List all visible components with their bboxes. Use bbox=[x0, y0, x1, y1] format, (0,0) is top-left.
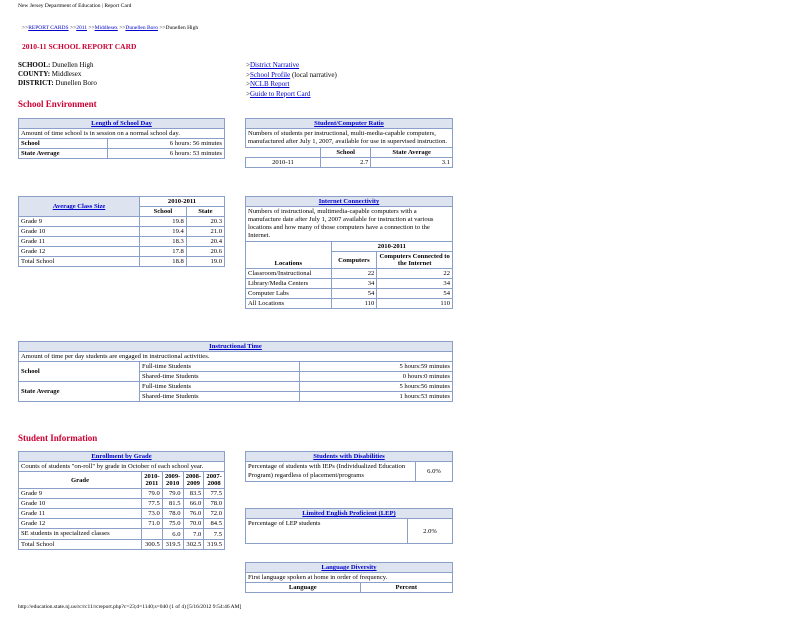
language-table bbox=[245, 562, 453, 593]
cell: 54 bbox=[331, 289, 377, 299]
cell: 22 bbox=[331, 269, 377, 279]
enrollment-desc: Counts of students "on-roll" by grade in October of each school year. bbox=[19, 462, 225, 472]
cell: 19.8 bbox=[140, 217, 187, 227]
breadcrumb-prefix: >> bbox=[22, 25, 29, 31]
class-size-title[interactable]: Average Class Size bbox=[52, 203, 106, 210]
page-header: New Jersey Department of Education | Report Card bbox=[18, 3, 132, 9]
ratio-col-school: School bbox=[321, 148, 371, 158]
ratio-desc: Numbers of students per instructional, multi-media-capable computers, manufactured after July 1, 2007, available for use in supervised instruction. bbox=[246, 129, 453, 148]
school-label: SCHOOL: bbox=[18, 61, 51, 69]
county-label: COUNTY: bbox=[18, 70, 51, 78]
cell: 34 bbox=[331, 279, 377, 289]
cell: 77.5 bbox=[142, 499, 163, 509]
cell: 20.4 bbox=[186, 237, 224, 247]
cell: 79.0 bbox=[162, 489, 183, 499]
table-row: Grade 10 bbox=[19, 227, 140, 237]
breadcrumb-current: >>Dunellen High bbox=[157, 25, 199, 31]
lep-title[interactable]: Limited English Proficient (LEP) bbox=[302, 510, 396, 517]
cell: 19.0 bbox=[186, 257, 224, 267]
instructional-time-desc: Amount of time per day students are engaged in instructional activities. bbox=[19, 352, 453, 362]
length-of-day-desc: Amount of time school is in session on a normal school day. bbox=[19, 129, 225, 139]
table-row: Classroom/Instructional bbox=[246, 269, 332, 279]
disabilities-desc: Percentage of students with IEPs (Individualized Education Program) regardless of placement/programs bbox=[246, 462, 416, 482]
section-school-environment: School Environment bbox=[18, 99, 97, 109]
cell: 78.0 bbox=[162, 509, 183, 519]
cell: 76.0 bbox=[183, 509, 204, 519]
district-value: Dunellen Boro bbox=[55, 79, 97, 87]
page-title: 2010-11 SCHOOL REPORT CARD bbox=[22, 42, 137, 51]
disabilities-title[interactable]: Students with Disabilities bbox=[313, 453, 385, 460]
year-header: 2010-2011 bbox=[142, 472, 163, 489]
cell: 300.5 bbox=[142, 540, 163, 550]
cell: 302.5 bbox=[183, 540, 204, 550]
language-title[interactable]: Language Diversity bbox=[321, 564, 377, 571]
group-label: State Average bbox=[19, 382, 140, 402]
cell: 79.0 bbox=[142, 489, 163, 499]
school-value: Dunellen High bbox=[52, 61, 94, 69]
enrollment-col-grade: Grade bbox=[19, 472, 142, 489]
cell: 78.0 bbox=[204, 499, 225, 509]
table-row: Full-time Students bbox=[140, 362, 300, 372]
cell: 110 bbox=[377, 299, 453, 309]
nclb-report-link[interactable]: NCLB Report bbox=[249, 80, 290, 88]
connectivity-desc: Numbers of instructional, multimedia-capable computers with a manufacture date after July 1, 2007 available for instruction at various locations and how many of those computers have a connection to the Internet. bbox=[246, 207, 453, 242]
year-header: 2007-2008 bbox=[204, 472, 225, 489]
cell: 34 bbox=[377, 279, 453, 289]
enrollment-title[interactable]: Enrollment by Grade bbox=[91, 453, 152, 460]
table-row: Grade 11 bbox=[19, 237, 140, 247]
connectivity-table bbox=[245, 196, 453, 309]
cell: 71.0 bbox=[142, 519, 163, 529]
table-row: Total School bbox=[19, 540, 142, 550]
cell: 70.0 bbox=[183, 519, 204, 529]
section-student-information: Student Information bbox=[18, 433, 98, 443]
language-col-language: Language bbox=[246, 583, 361, 593]
cell: 7.0 bbox=[183, 529, 204, 540]
ratio-school-value: 2.7 bbox=[321, 158, 371, 168]
class-size-col-state: State bbox=[186, 207, 224, 217]
row-value: 6 hours: 56 minutes bbox=[107, 139, 224, 149]
report-links: >District Narrative >School Profile (local narrative) >NCLB Report >Guide to Report Card bbox=[246, 61, 337, 98]
language-desc: First language spoken at home in order of frequency. bbox=[246, 573, 453, 583]
lep-value: 2.0% bbox=[408, 519, 453, 544]
class-size-year: 2010-2011 bbox=[140, 197, 225, 207]
breadcrumb-dunellen-boro[interactable]: Dunellen Boro bbox=[125, 25, 158, 31]
connectivity-year: 2010-2011 bbox=[331, 242, 452, 252]
ratio-table bbox=[245, 118, 453, 168]
cell: 319.5 bbox=[162, 540, 183, 550]
ratio-row-label: 2010-11 bbox=[246, 158, 321, 168]
table-row: Grade 11 bbox=[19, 509, 142, 519]
table-row: SE students in specialized classes bbox=[19, 529, 142, 540]
ratio-state-value: 3.1 bbox=[371, 158, 453, 168]
guide-link[interactable]: Guide to Report Card bbox=[249, 89, 311, 98]
cell: 22 bbox=[377, 269, 453, 279]
cell: 7.5 bbox=[204, 529, 225, 540]
breadcrumb-report-cards[interactable]: REPORT CARDS bbox=[28, 25, 69, 31]
ratio-title[interactable]: Student/Computer Ratio bbox=[314, 120, 384, 127]
row-label: School bbox=[19, 139, 108, 149]
cell: 84.5 bbox=[204, 519, 225, 529]
instructional-time-title[interactable]: Instructional Time bbox=[209, 343, 262, 350]
breadcrumb-sep: >> bbox=[117, 25, 126, 31]
connectivity-col-locations: Locations bbox=[246, 242, 332, 269]
class-size-table bbox=[18, 196, 225, 267]
cell: 1 hours:53 minutes bbox=[300, 392, 453, 402]
district-narrative-link[interactable]: District Narrative bbox=[249, 61, 300, 69]
table-row: Grade 12 bbox=[19, 247, 140, 257]
cell: 5 hours:59 minutes bbox=[300, 362, 453, 372]
school-profile-suffix: (local narrative) bbox=[290, 70, 337, 79]
cell: 77.5 bbox=[204, 489, 225, 499]
enrollment-table bbox=[18, 451, 225, 550]
instructional-time-table bbox=[18, 341, 453, 402]
connectivity-title[interactable]: Internet Connectivity bbox=[318, 198, 380, 205]
table-row: Grade 10 bbox=[19, 499, 142, 509]
cell: 5 hours:56 minutes bbox=[300, 382, 453, 392]
table-row: Full-time Students bbox=[140, 382, 300, 392]
table-row: Grade 12 bbox=[19, 519, 142, 529]
table-row: Shared-time Students bbox=[140, 392, 300, 402]
cell: 72.0 bbox=[204, 509, 225, 519]
disabilities-table bbox=[245, 451, 453, 482]
cell: 75.0 bbox=[162, 519, 183, 529]
school-info bbox=[18, 61, 97, 88]
table-row: Total School bbox=[19, 257, 140, 267]
row-value: 6 hours: 53 minutes bbox=[107, 149, 224, 159]
lep-table bbox=[245, 508, 453, 544]
year-header: 2008-2009 bbox=[183, 472, 204, 489]
cell: 18.8 bbox=[140, 257, 187, 267]
length-of-day-title[interactable]: Length of School Day bbox=[91, 120, 152, 127]
table-row: Grade 9 bbox=[19, 217, 140, 227]
cell: 19.4 bbox=[140, 227, 187, 237]
cell: 319.5 bbox=[204, 540, 225, 550]
group-label: School bbox=[19, 362, 140, 382]
cell: 81.5 bbox=[162, 499, 183, 509]
table-row: Library/Media Centers bbox=[246, 279, 332, 289]
table-row: All Locations bbox=[246, 299, 332, 309]
disabilities-value: 6.0% bbox=[416, 462, 453, 482]
breadcrumb-2011[interactable]: 2011 bbox=[76, 25, 87, 31]
cell: 17.8 bbox=[140, 247, 187, 257]
connectivity-col-connected: Computers Connected to the Internet bbox=[377, 252, 453, 269]
cell: 0 hours:0 minutes bbox=[300, 372, 453, 382]
cell: 66.0 bbox=[183, 499, 204, 509]
cell: 6.0 bbox=[162, 529, 183, 540]
county-value: Middlesex bbox=[51, 70, 82, 78]
lep-desc: Percentage of LEP students bbox=[246, 519, 408, 544]
cell: 83.5 bbox=[183, 489, 204, 499]
cell bbox=[142, 529, 163, 540]
district-label: DISTRICT: bbox=[18, 79, 54, 87]
table-row: Grade 9 bbox=[19, 489, 142, 499]
row-label: State Average bbox=[19, 149, 108, 159]
language-col-percent: Percent bbox=[360, 583, 452, 593]
class-size-col-school: School bbox=[140, 207, 187, 217]
cell: 20.3 bbox=[186, 217, 224, 227]
cell: 18.3 bbox=[140, 237, 187, 247]
breadcrumb bbox=[22, 25, 198, 31]
connectivity-col-computers: Computers bbox=[331, 252, 377, 269]
school-profile-link[interactable]: School Profile bbox=[249, 70, 291, 79]
cell: 73.0 bbox=[142, 509, 163, 519]
breadcrumb-middlesex[interactable]: Middlesex bbox=[94, 25, 118, 31]
cell: 20.6 bbox=[186, 247, 224, 257]
cell: 110 bbox=[331, 299, 377, 309]
cell: 21.0 bbox=[186, 227, 224, 237]
table-row: Computer Labs bbox=[246, 289, 332, 299]
ratio-col-state: State Average bbox=[371, 148, 453, 158]
breadcrumb-sep: >> bbox=[68, 25, 77, 31]
length-of-day-table bbox=[18, 118, 225, 159]
year-header: 2009-2010 bbox=[162, 472, 183, 489]
page-footer-url: http://education.state.nj.us/rc/rc11/rcreport.php?c=23;d=1140;s=040 (1 of 4) [5/16/2012 9:54:46 AM] bbox=[18, 604, 242, 610]
cell: 54 bbox=[377, 289, 453, 299]
table-row: Shared-time Students bbox=[140, 372, 300, 382]
breadcrumb-sep: >> bbox=[86, 25, 95, 31]
